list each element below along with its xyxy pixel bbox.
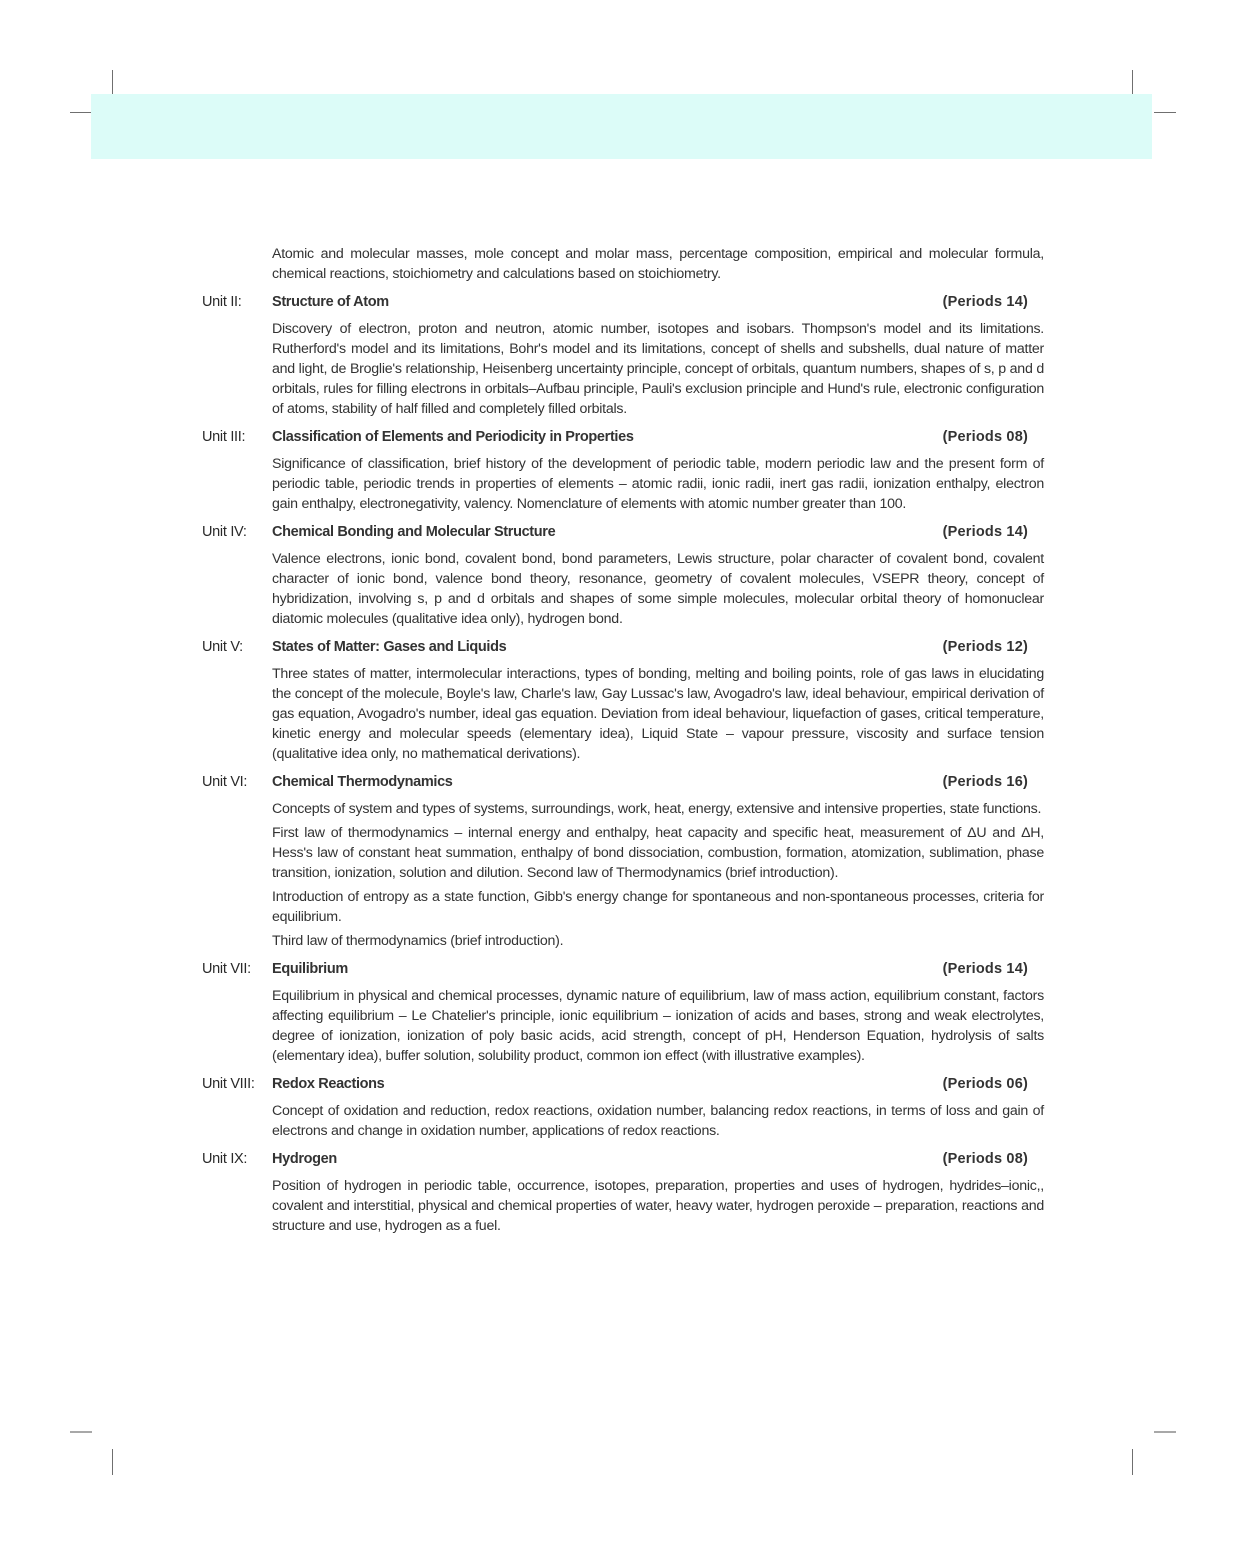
unit-number: Unit VIII: [202,1076,255,1092]
unit-heading [202,1151,1044,1172]
unit-title: Chemical Bonding and Molecular Structure [272,524,556,540]
header-banner [91,94,1152,159]
unit-description: Concepts of system and types of systems, surroundings, work, heat, energy, extensive and intensive properties, state functions. [272,801,1042,817]
unit-description: First law of thermodynamics – internal energy and enthalpy, heat capacity and specific heat, measurement of ΔU and ΔH, Hess's law of constant heat summation, enthalpy of bond dissociation, combustion, formation, atomization, sublimation, phase transition, ionization, solution and dilution. Second law of Thermodynamics (brief introduction). [272,825,1044,881]
unit-heading [202,961,1044,982]
unit-number: Unit III: [202,429,246,445]
unit-description: Three states of matter, intermolecular interactions, types of bonding, melting and boiling points, role of gas laws in elucidating the concept of the molecule, Boyle's law, Charle's law, Gay Lussac's law, Avogadro's law, ideal behaviour, empirical derivation of gas equation, Avogadro's number, ideal gas equation. Deviation from ideal behaviour, liquefaction of gases, critical temperature, kinetic energy and molecular speeds (elementary idea), Liquid State – vapour pressure, viscosity and surface tension (qualitative idea only, no mathematical derivations). [272,666,1044,762]
unit-heading [202,1076,1044,1097]
crop-mark-bottom-left-vertical [112,1449,113,1475]
unit-section [202,961,1044,1066]
unit-title: Chemical Thermodynamics [272,774,453,790]
unit-description: Concept of oxidation and reduction, redox reactions, oxidation number, balancing redox reactions, in terms of loss and gain of electrons and change in oxidation number, applications of redox reactions. [272,1103,1044,1139]
unit-description: Significance of classification, brief history of the development of periodic table, modern periodic law and the present form of periodic table, periodic trends in properties of elements – atomic radii, ionic radii, inert gas radii, ionization enthalpy, electron gain enthalpy, electronegativity, valency. Nomenclature of elements with atomic number greater than 100. [272,456,1044,512]
crop-mark-bottom-right-horizontal [1154,1431,1176,1433]
unit-periods: (Periods 06) [942,1076,1028,1092]
unit-section [202,294,1044,419]
unit-periods: (Periods 14) [942,961,1028,977]
unit-description: Introduction of entropy as a state function, Gibb's energy change for spontaneous and non-spontaneous processes, criteria for equilibrium. [272,889,1044,925]
unit-section [202,774,1044,951]
unit-section [202,429,1044,514]
unit-heading [202,639,1044,660]
unit-heading [202,524,1044,545]
unit-periods: (Periods 14) [942,294,1028,310]
unit-number: Unit IX: [202,1151,248,1167]
unit-description: Position of hydrogen in periodic table, occurrence, isotopes, preparation, properties and uses of hydrogen, hydrides–ionic,, covalent and interstitial, physical and chemical properties of water, heavy water, hydrogen peroxide – preparation, reactions and structure and use, hydrogen as a fuel. [272,1178,1044,1234]
unit-heading [202,429,1044,450]
unit-heading [202,294,1044,315]
unit-number: Unit VI: [202,774,248,790]
unit-periods: (Periods 08) [942,1151,1028,1167]
unit-title: Structure of Atom [272,294,389,310]
unit-title: Hydrogen [272,1151,337,1167]
unit-number: Unit VII: [202,961,251,977]
crop-mark-top-left-vertical [112,70,113,96]
intro-paragraph: Atomic and molecular masses, mole concept and molar mass, percentage composition, empirical and molecular formula, chemical reactions, stoichiometry and calculations based on stoichiometry. [272,246,1044,282]
crop-mark-top-left-horizontal [70,112,92,113]
unit-number: Unit IV: [202,524,247,540]
unit-section [202,639,1044,764]
unit-description: Third law of thermodynamics (brief introduction). [272,933,564,949]
unit-list [202,294,1044,1236]
unit-number: Unit V: [202,639,243,655]
unit-periods: (Periods 14) [942,524,1028,540]
unit-description: Valence electrons, ionic bond, covalent bond, bond parameters, Lewis structure, polar character of covalent bond, covalent character of ionic bond, valence bond theory, resonance, geometry of covalent molecules, VSEPR theory, concept of hybridization, involving s, p and d orbitals and shapes of some simple molecules, molecular orbital theory of homonuclear diatomic molecules (qualitative idea only), hydrogen bond. [272,551,1044,627]
crop-mark-top-right-horizontal [1154,112,1176,113]
unit-periods: (Periods 08) [942,429,1028,445]
unit-description: Discovery of electron, proton and neutron, atomic number, isotopes and isobars. Thompson's model and its limitations. Rutherford's model and its limitations, Bohr's model and its limitations, concept of shells and subshells, dual nature of matter and light, de Broglie's relationship, Heisenberg uncertainty principle, concept of orbitals, quantum numbers, shapes of s, p and d orbitals, rules for filling electrons in orbitals–Aufbau principle, Pauli's exclusion principle and Hund's rule, electronic configuration of atoms, stability of half filled and completely filled orbitals. [272,321,1044,417]
unit-title: Redox Reactions [272,1076,385,1092]
unit-section [202,524,1044,629]
unit-title: Equilibrium [272,961,348,977]
unit-description: Equilibrium in physical and chemical processes, dynamic nature of equilibrium, law of mass action, equilibrium constant, factors affecting equilibrium – Le Chatelier's principle, ionic equilibrium – ionization of acids and bases, strong and weak electrolytes, degree of ionization, ionization of poly basic acids, acid strength, concept of pH, Henderson Equation, hydrolysis of salts (elementary idea), buffer solution, solubility product, common ion effect (with illustrative examples). [272,988,1044,1064]
unit-periods: (Periods 16) [942,774,1028,790]
unit-section [202,1076,1044,1141]
crop-mark-bottom-right-vertical [1132,1449,1133,1475]
unit-title: States of Matter: Gases and Liquids [272,639,507,655]
unit-title: Classification of Elements and Periodicity in Properties [272,429,634,445]
unit-number: Unit II: [202,294,242,310]
crop-mark-bottom-left-horizontal [70,1431,92,1433]
unit-periods: (Periods 12) [942,639,1028,655]
unit-heading [202,774,1044,795]
unit-section [202,1151,1044,1236]
crop-mark-top-right-vertical [1132,70,1133,96]
syllabus-content [202,244,1044,1236]
